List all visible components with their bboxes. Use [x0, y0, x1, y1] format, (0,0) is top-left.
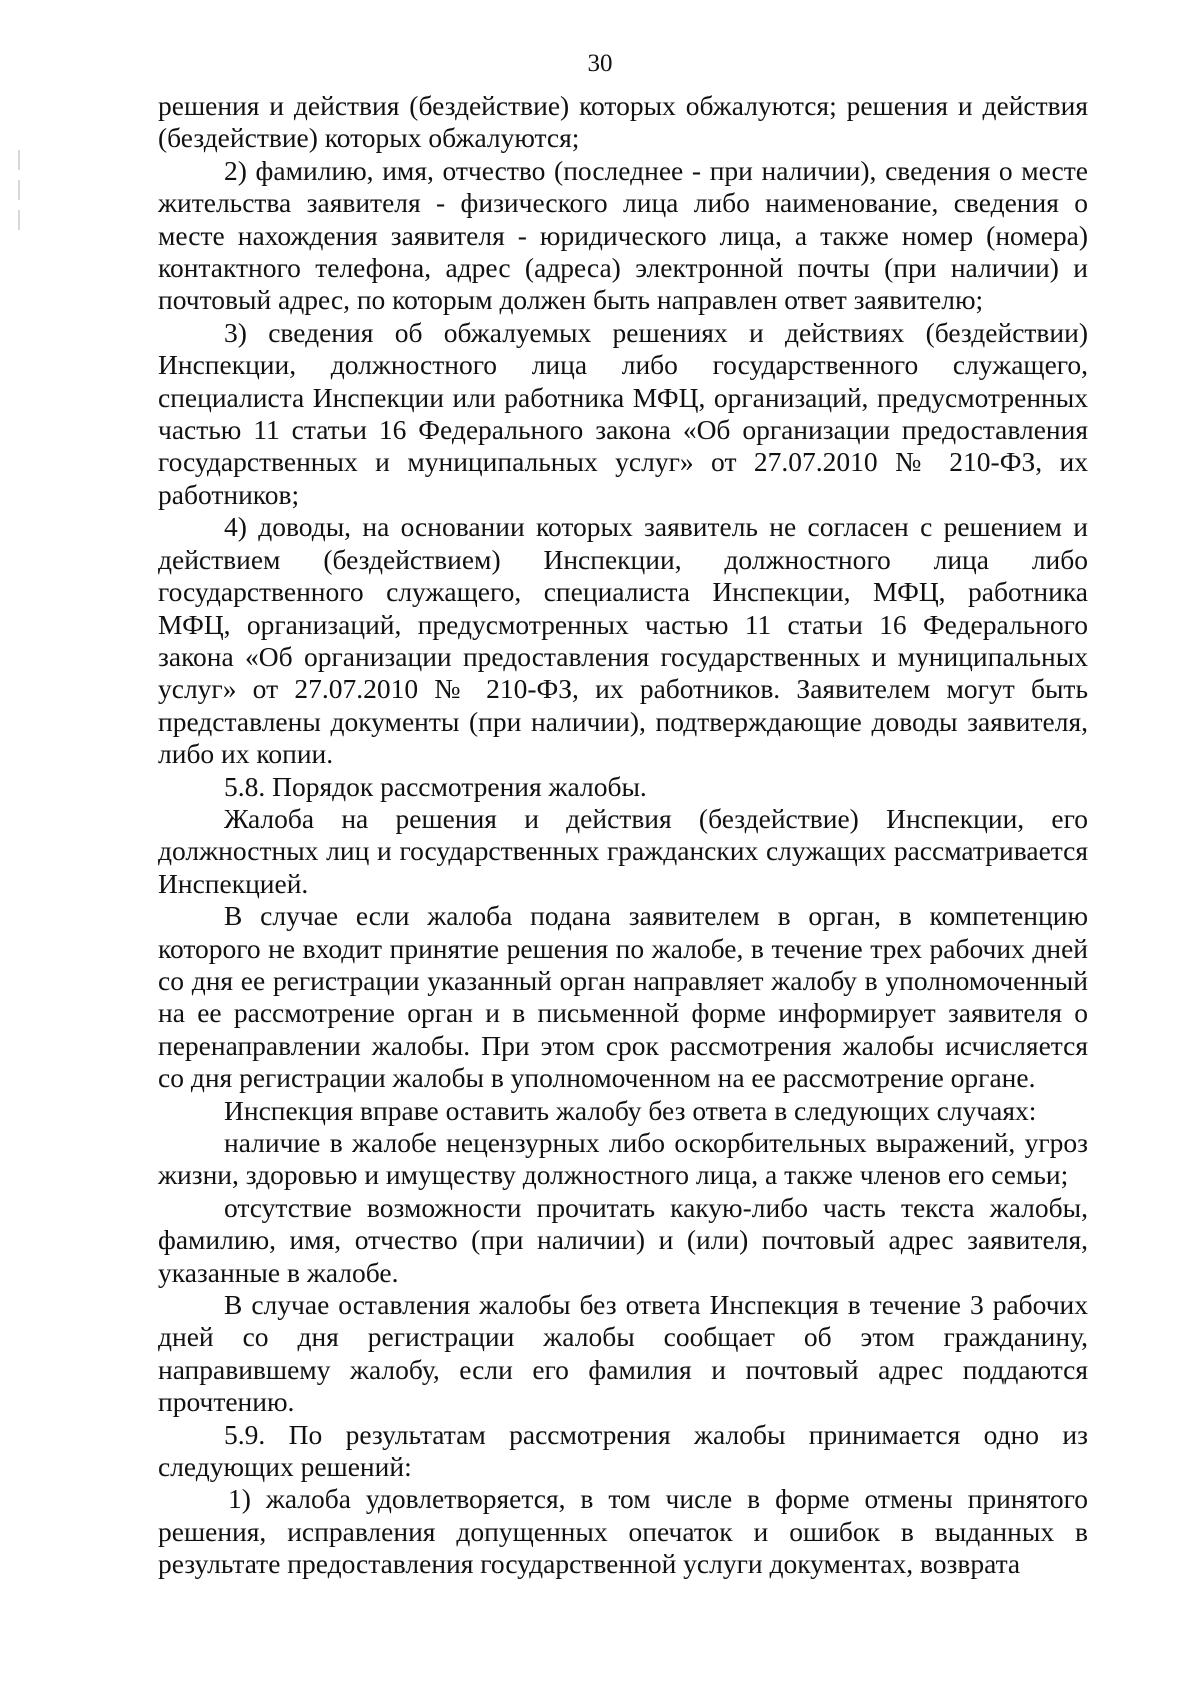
section-heading-5-9: 5.9. По результатам рассмотрения жалобы принимается одно из следующих решений: [158, 1418, 1088, 1483]
scan-margin-mark [18, 150, 20, 170]
list-item-unreadable: отсутствие возможности прочитать какую-либо часть текста жалобы, фамилию, имя, отчество (при наличии) и (или) почтовый адрес заявителя, указанные в жалобе. [158, 1191, 1088, 1288]
scan-margin-mark [18, 210, 20, 230]
paragraph-item-2: 2) фамилию, имя, отчество (последнее - при наличии), сведения о месте жительства заявителя - физического лица либо наименование, сведения о месте нахождения заявителя - юридического лица, а также номер (номера) контактного телефона, адрес (адреса) электронной почты (при наличии) и почтовый адрес, по которым должен быть направлен ответ заявителю; [158, 154, 1088, 316]
scan-margin-mark [18, 180, 20, 200]
section-heading-5-8: 5.8. Порядок рассмотрения жалобы. [224, 770, 647, 802]
list-item-obscene: наличие в жалобе нецензурных либо оскорбительных выражений, угроз жизни, здоровью и имуществу должностного лица, а также членов его семьи; [158, 1127, 1088, 1191]
paragraph-decision-1: 1) жалоба удовлетворяется, в том числе в форме отмены принятого решения, исправления допущенных опечаток и ошибок в выданных в результате предоставления государственной услуги документах, возврата [158, 1483, 1088, 1580]
paragraph-no-answer-cases: Инспекция вправе оставить жалобу без ответа в следующих случаях: [224, 1094, 1037, 1126]
page-number: 30 [587, 50, 613, 77]
paragraph-notification: В случае оставления жалобы без ответа Инспекция в течение 3 рабочих дней со дня регистрации жалобы сообщает об этом гражданину, направившему жалобу, если его фамилия и почтовый адрес поддаются прочтению. [158, 1289, 1088, 1418]
paragraph-redirection: В случае если жалоба подана заявителем в орган, в компетенцию которого не входит принятие решения по жалобе, в течение трех рабочих дней со дня ее регистрации указанный орган направляет жалобу в уполномоченный на ее рассмотрение орган и в письменной форме информирует заявителя о перенаправлении жалобы. При этом срок рассмотрения жалобы исчисляется со дня регистрации жалобы в уполномоченном на ее рассмотрение органе. [158, 900, 1088, 1094]
paragraph-item-1-continuation: решения и действия (бездействие) которых обжалуются; решения и действия (бездействие) которых обжалуются; [158, 90, 1088, 154]
paragraph-item-4: 4) доводы, на основании которых заявитель не согласен с решением и действием (бездействием) Инспекции, должностного лица либо государственного служащего, специалиста Инспекции, МФЦ, работника МФЦ, организаций, предусмотренных частью 11 статьи 16 Федерального закона «Об организации предоставления государственных и муниципальных услуг» от 27.07.2010 № 210-ФЗ, их работников. Заявителем могут быть представлены документы (при наличии), подтверждающие доводы заявителя, либо их копии. [158, 511, 1088, 770]
paragraph-item-3: 3) сведения об обжалуемых решениях и действиях (бездействии) Инспекции, должностного лица либо государственного служащего, специалиста Инспекции или работника МФЦ, организаций, предусмотренных частью 11 статьи 16 Федерального закона «Об организации предоставления государственных и муниципальных услуг» от 27.07.2010 № 210-ФЗ, их работников; [158, 316, 1088, 510]
paragraph-complaint-review: Жалоба на решения и действия (бездействие) Инспекции, его должностных лиц и государственных гражданских служащих рассматривается Инспекцией. [158, 802, 1088, 899]
document-body [158, 90, 1088, 1581]
